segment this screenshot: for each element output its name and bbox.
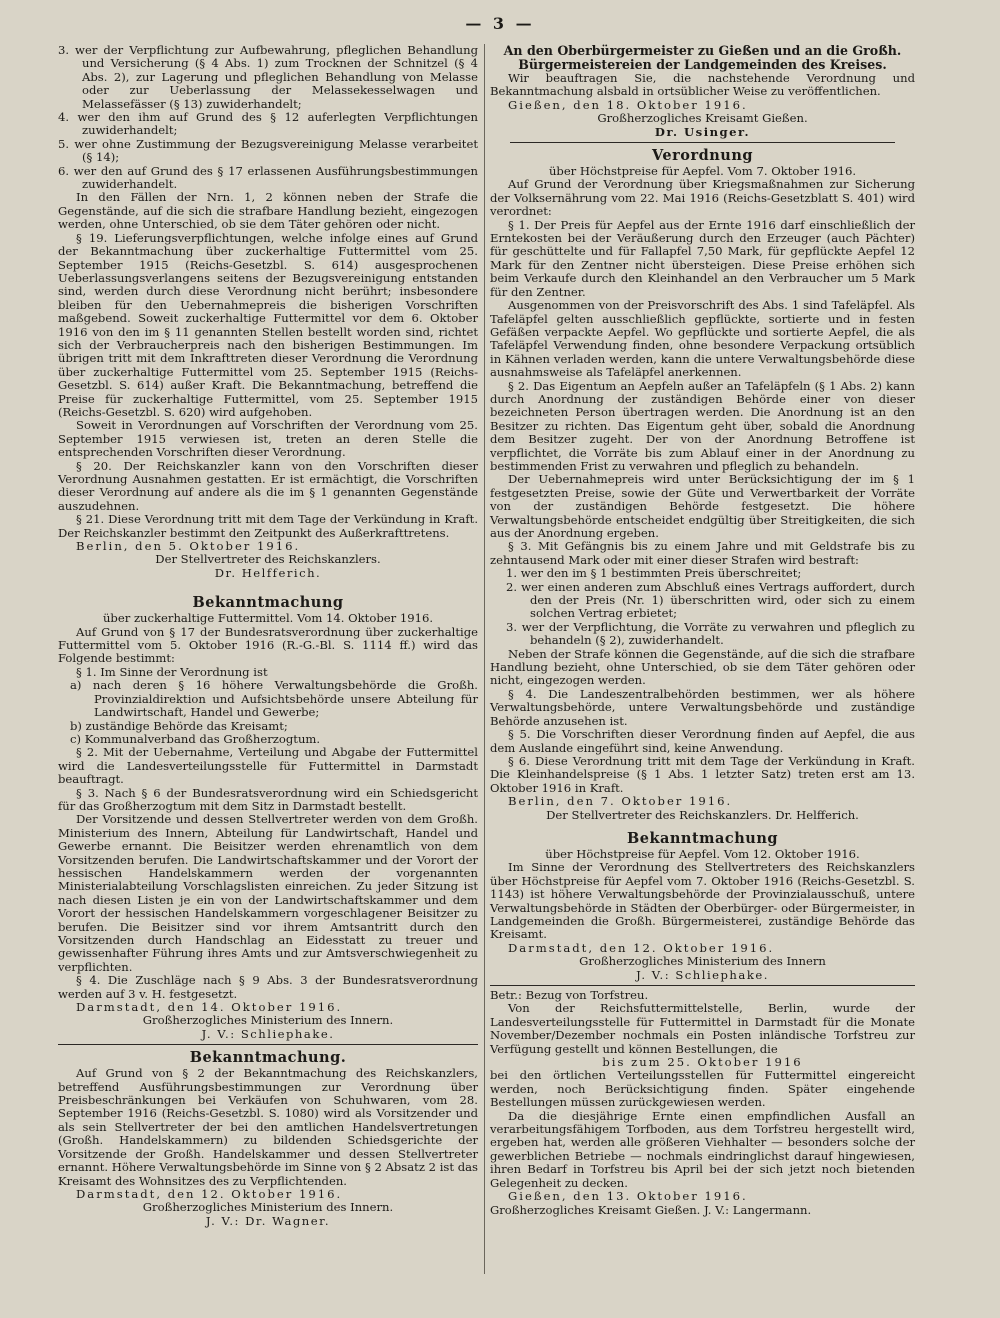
bekanntmachung-3-subtitle: über Höchstpreise für Aepfel. Vom 12. Oktober 1916.	[545, 846, 860, 861]
left-column	[58, 44, 478, 1228]
verordnung-title: Verordnung	[652, 147, 753, 165]
bekanntmachung-1-s3: § 3. Nach § 6 der Bundesratsverordnung wird ein Schiedsgericht für das Großherzogtum mit dem Sitz in Darmstadt bestellt.	[58, 785, 478, 813]
verordnung-signer: Der Stellvertreter des Reichskanzlers. Dr. Helfferich.	[546, 807, 859, 822]
bekanntmachung-2-place: Darmstadt, den 12. Oktober 1916.	[76, 1186, 343, 1201]
verordnung-s3-item-1: 1. wer den im § 1 bestimmten Preis überschreitet;	[506, 566, 802, 581]
bekanntmachung-3-title: Bekanntmachung	[626, 829, 779, 847]
verordnung-s1: § 1. Der Preis für Aepfel aus der Ernte 1916 darf einschließlich der Erntekosten bei der Veräußerung durch den Erzeuger (auch Pächter) für geschüttelte und für Fallapfel 7,50 Mark, für gepflückte Aepfel 12 Mark für den Zentner nicht übersteigen. Diese Preise erhöhen sich beim Verkaufe durch den Kleinhandel an den Verbraucher um 5 Mark für den Zentner.	[490, 217, 915, 299]
verordnung-place: Berlin, den 7. Oktober 1916.	[508, 794, 733, 809]
bekanntmachung-3-text: Im Sinne der Verordnung des Stellvertreters des Reichskanzlers über Höchstpreise für Aepfel vom 7. Oktober 1916 (Reichs-Gesetzbl. S. 1143) ist höhere Verwaltungsbehörde der Provinzialausschuß, untere Verwaltungsbehörde in Städten der Oberbürger- oder Bürgermeister, in Landgemeinden die Großh. Bürgermeisterei, zuständige Behörde das Kreisamt.	[490, 860, 915, 942]
bekanntmachung-1-s1-c: c) Kommunalverband das Großherzogtum.	[70, 731, 321, 746]
verordnung-s3: § 3. Mit Gefängnis bis zu einem Jahre und mit Geldstrafe bis zu zehntausend Mark oder mit einer dieser Strafen wird bestraft:	[490, 539, 915, 567]
verordnung-subtitle: über Höchstpreise für Aepfel. Vom 7. Oktober 1916.	[548, 164, 857, 179]
bekanntmachung-3-signer: J. V.: Schliephake.	[636, 967, 769, 982]
torfstreu-place: Gießen, den 13. Oktober 1916.	[508, 1189, 748, 1204]
sec18-item-4: 4. wer den ihm auf Grund des § 12 auferlegten Verpflichtungen zuwiderhandelt;	[58, 110, 478, 138]
notice-heading: An den Oberbürgermeister zu Gießen und an die Großh. Bürgermeistereien der Landgemeinden des Kreises.	[503, 43, 902, 72]
bekanntmachung-1-s1-b: b) zuständige Behörde das Kreisamt;	[70, 718, 288, 733]
torfstreu-signer: Großherzogliches Kreisamt Gießen. J. V.: Langermann.	[490, 1202, 812, 1217]
sec20-paragraph: § 20. Der Reichskanzler kann von den Vorschriften dieser Verordnung Ausnahmen gestatten. Er ist ermächtigt, die Vorschriften dieser Verordnung auf andere als die im § 1 genannten Gegenstände auszudehnen.	[58, 458, 478, 513]
torfstreu-paragraph-1: Von der Reichsfuttermittelstelle, Berlin, wurde der Landesverteilungsstelle für Futtermittel in Darmstadt für die Monate November/Dezember nochmals ein Posten inländische Torfstreu zur Verfügung gestellt und können Bestellungen, die	[490, 1001, 915, 1056]
bekanntmachung-1-intro: Auf Grund von § 17 der Bundesratsverordnung über zuckerhaltige Futtermittel vom 5. Oktober 1916 (R.-G.-Bl. S. 1114 ff.) wird das Folgende bestimmt:	[58, 624, 478, 666]
bekanntmachung-2-role: Großherzogliches Ministerium des Innern.	[142, 1200, 394, 1215]
right-column	[490, 44, 915, 1217]
bekanntmachung-1-signer: J. V.: Schliephake.	[201, 1026, 335, 1041]
torfstreu-subject: Betr.: Bezug von Torfstreu.	[490, 988, 649, 1002]
sec19-paragraph-2: Soweit in Verordnungen auf Vorschriften der Verordnung vom 25. September 1915 verwiesen ist, treten an deren Stelle die entsprechenden Vorschriften dieser Verordnung.	[58, 418, 478, 460]
sec21-paragraph: § 21. Diese Verordnung tritt mit dem Tage der Verkündung in Kraft. Der Reichskanzler bestimmt den Zeitpunkt des Außerkrafttretens.	[58, 512, 478, 540]
notice-place: Gießen, den 18. Oktober 1916.	[508, 97, 748, 112]
verordnung-s2: § 2. Das Eigentum an Aepfeln außer an Tafeläpfeln (§ 1 Abs. 2) kann durch Anordnung der zuständigen Behörde einer von dieser bezeichneten Person übertragen werden. Die Anordnung ist an den Besitzer zu richten. Das Eigentum geht über, sobald die Anordnung dem Besitzer zugeht. Der von der Anordnung Betroffene ist verpflichtet, die Vorräte bis zum Ablauf einer in der Anordnung zu bestimmenden Frist zu verwahren und pfleglich zu behandeln.	[490, 378, 915, 473]
verordnung-s1-p2: Ausgenommen von der Preisvorschrift des Abs. 1 sind Tafeläpfel. Als Tafeläpfel gelten ausschließlich gepflückte, sortierte und in festen Gefäßen verpackte Aepfel. Wo gepflückte und sortierte Aepfel, die als Tafeläpfel Verwendung finden, ohne besondere Verpackung ortsüblich in Kähnen verladen werden, kann die untere Verwaltungsbehörde diese ausnahmsweise als Tafeläpfel anerkennen.	[490, 298, 915, 380]
verordnung-s5: § 5. Die Vorschriften dieser Verordnung finden auf Aepfel, die aus dem Auslande eingeführt sind, keine Anwendung.	[490, 727, 915, 755]
torfstreu-paragraph-1b: bei den örtlichen Verteilungsstellen für Futtermittel eingereicht werden, noch Berücksichtigung finden. Später eingehende Bestellungen müssen zurückgewiesen werden.	[490, 1068, 915, 1110]
sec18-item-5: 5. wer ohne Zustimmung der Bezugsvereinigung Melasse verarbeitet (§ 14);	[58, 136, 478, 165]
signature-role: Der Stellvertreter des Reichskanzlers.	[155, 552, 381, 567]
bekanntmachung-1-s4: § 4. Die Zuschläge nach § 9 Abs. 3 der Bundesratsverordnung werden auf 3 v. H. festgesetzt.	[58, 973, 478, 1001]
section-rule	[490, 985, 915, 986]
bekanntmachung-1-title: Bekanntmachung	[192, 594, 344, 612]
signature-name: Dr. Helfferich.	[214, 565, 322, 580]
bekanntmachung-1-s1-a: a) nach deren § 16 höhere Verwaltungsbehörde die Großh. Provinzialdirektion und Aufsichtsbehörde unsere Abteilung für Landwirtschaft, Handel und Gewerbe;	[70, 678, 478, 720]
torfstreu-paragraph-2: Da die diesjährige Ernte einen empfindlichen Ausfall an verarbeitungsfähigem Torfboden, aus dem Torfstreu hergestellt wird, ergeben hat, werden alle größeren Viehhalter — besonders solche der gewerblichen Betriebe — nochmals eindringlichst darauf hingewiesen, ihren Bedarf in Torfstreu bis April bei der sich jetzt noch bietenden Gelegenheit zu decken.	[490, 1108, 915, 1190]
bekanntmachung-1-subtitle: über zuckerhaltige Futtermittel. Vom 14. Oktober 1916.	[102, 611, 434, 626]
verordnung-s3-item-2: 2. wer einen anderen zum Abschluß eines Vertrags auffordert, durch den der Preis (Nr. 1) überschritten wird, oder sich zu einem solchen Vertrag erbietet;	[506, 579, 915, 621]
bekanntmachung-2-text: Auf Grund von § 2 der Bekanntmachung des Reichskanzlers, betreffend Ausführungsbestimmungen zur Verordnung über Preisbeschränkungen bei Verkäufen von Schuhwaren, vom 28. September 1916 (Reichs-Gesetzbl. S. 1080) wird als Vorsitzender und als sein Stellvertreter der bei den amtlichen Handelsvertretungen (Großh. Handelskammern) zu bildenden Schiedsgerichte der Vorsitzende der Großh. Handelskammer und dessen Stellvertreter ernannt. Höhere Verwaltungsbehörde im Sinne von § 2 Absatz 2 ist das Kreisamt des Wohnsitzes des zu Verpflichtenden.	[58, 1066, 478, 1188]
column-divider	[484, 44, 485, 1274]
verordnung-intro: Auf Grund der Verordnung über Kriegsmaßnahmen zur Sicherung der Volksernährung vom 22. Mai 1916 (Reichs-Gesetzblatt S. 401) wird verordnet:	[490, 177, 915, 219]
sec19-paragraph: § 19. Lieferungsverpflichtungen, welche infolge eines auf Grund der Bekanntmachung über zuckerhaltige Futtermittel vom 25. September 1915 (Reichs-Gesetzbl. S. 614) ausgesprochenen Ueberlassungsverlangens seitens der Bezugsvereinigung entstanden sind, werden durch diese Verordnung nicht berührt; insbesondere bleiben für den Uebernahmepreis die bisherigen Vorschriften maßgebend. Soweit zuckerhaltige Futtermittel vor dem 6. Oktober 1916 von den im § 11 genannten Stellen bestellt worden sind, richtet sich der Verbraucherpreis nach den bisherigen Bestimmungen. Im übrigen tritt mit dem Inkrafttreten dieser Verordnung die Verordnung über zuckerhaltige Futtermittel vom 25. September 1915 (Reichs-Gesetzbl. S. 614) außer Kraft. Die Bekanntmachung, betreffend die Preise für zuckerhaltige Futtermittel, vom 25. September 1915 (Reichs-Gesetzbl. S. 620) wird aufgehoben.	[58, 230, 478, 419]
bekanntmachung-1-s3-p2: Der Vorsitzende und dessen Stellvertreter werden von dem Großh. Ministerium des Innern, Abteilung für Landwirtschaft, Handel und Gewerbe ernannt. Die Beisitzer werden ehrenamtlich von dem Vorsitzenden berufen. Die Landwirtschaftskammer und der Vorort der hessischen Handelskammern werden der vorgenannten Ministerialabteilung Vorschlagslisten einreichen. Zu jeder Sitzung ist nach diesen Listen je ein von der Landwirtschaftskammer und dem Vorort der hessischen Handelskammern vorgeschlagener Beisitzer zu berufen. Die Beisitzer sind vor ihrem Amtsantritt durch den Vorsitzenden durch Handschlag an Eidesstatt zu treuer und gewissenhafter Führung ihres Amts und zur Amtsverschwiegenheit zu verpflichten.	[58, 812, 478, 974]
notice-text: Wir beauftragen Sie, die nachstehende Verordnung und Bekanntmachung alsbald in ortsüblicher Weise zu veröffentlichen.	[490, 71, 915, 99]
torfstreu-deadline: bis zum 25. Oktober 1916	[602, 1055, 803, 1070]
sec18-item-3: 3. wer der Verpflichtung zur Aufbewahrung, pfleglichen Behandlung und Versicherung (§ 4 Abs. 1) zum Trocknen der Schnitzel (§ 4 Abs. 2), zur Lagerung und pfleglichen Behandlung von Melasse oder zur Ueberlassung der Melassekesselwagen und Melassefässer (§ 13) zuwiderhandelt;	[58, 43, 478, 111]
section-rule	[510, 142, 895, 143]
verordnung-s2-p2: Der Uebernahmepreis wird unter Berücksichtigung der im § 1 festgesetzten Preise, sowie der Güte und Verwertbarkeit der Vorräte von der zuständigen Behörde festgesetzt. Die höhere Verwaltungsbehörde entscheidet endgültig über Streitigkeiten, die sich aus der Anordnung ergeben.	[490, 472, 915, 540]
bekanntmachung-2-signer: J. V.: Dr. Wagner.	[205, 1213, 331, 1228]
bekanntmachung-3-place: Darmstadt, den 12. Oktober 1916.	[508, 940, 775, 955]
verordnung-s3-item-3: 3. wer der Verpflichtung, die Vorräte zu verwahren und pfleglich zu behandeln (§ 2), zuwiderhandelt.	[506, 619, 915, 648]
sec18-paragraph: In den Fällen der Nrn. 1, 2 können neben der Strafe die Gegenstände, auf die sich die strafbare Handlung bezieht, eingezogen werden, ohne Unterschied, ob sie dem Täter gehören oder nicht.	[58, 190, 478, 232]
bekanntmachung-1-s2: § 2. Mit der Uebernahme, Verteilung und Abgabe der Futtermittel wird die Landesverteilungsstelle für Futtermittel in Darmstadt beauftragt.	[58, 745, 478, 787]
verordnung-s3-p2: Neben der Strafe können die Gegenstände, auf die sich die strafbare Handlung bezieht, ohne Unterschied, ob sie dem Täter gehören oder nicht, eingezogen werden.	[490, 646, 915, 688]
verordnung-s4: § 4. Die Landeszentralbehörden bestimmen, wer als höhere Verwaltungsbehörde, untere Verwaltungsbehörde und zuständige Behörde anzusehen ist.	[490, 686, 915, 728]
bekanntmachung-1-place: Darmstadt, den 14. Oktober 1916.	[76, 1000, 343, 1015]
signature-place-date: Berlin, den 5. Oktober 1916.	[76, 539, 301, 554]
section-rule	[58, 1044, 478, 1045]
notice-signer: Dr. Usinger.	[654, 124, 751, 139]
bekanntmachung-1-s1: § 1. Im Sinne der Verordnung ist	[76, 664, 268, 679]
bekanntmachung-2-title: Bekanntmachung.	[189, 1049, 347, 1067]
page-number: — 3 —	[465, 14, 535, 33]
sec18-item-6: 6. wer den auf Grund des § 17 erlassenen Ausführungsbestimmungen zuwiderhandelt.	[58, 163, 478, 192]
verordnung-s6: § 6. Diese Verordnung tritt mit dem Tage der Verkündung in Kraft. Die Kleinhandelspreise (§ 1 Abs. 1 letzter Satz) treten erst am 13. Oktober 1916 in Kraft.	[490, 753, 915, 795]
notice-role: Großherzogliches Kreisamt Gießen.	[597, 111, 808, 126]
bekanntmachung-1-role: Großherzogliches Ministerium des Innern.	[142, 1013, 394, 1028]
bekanntmachung-3-role: Großherzogliches Ministerium des Innern	[579, 954, 826, 969]
